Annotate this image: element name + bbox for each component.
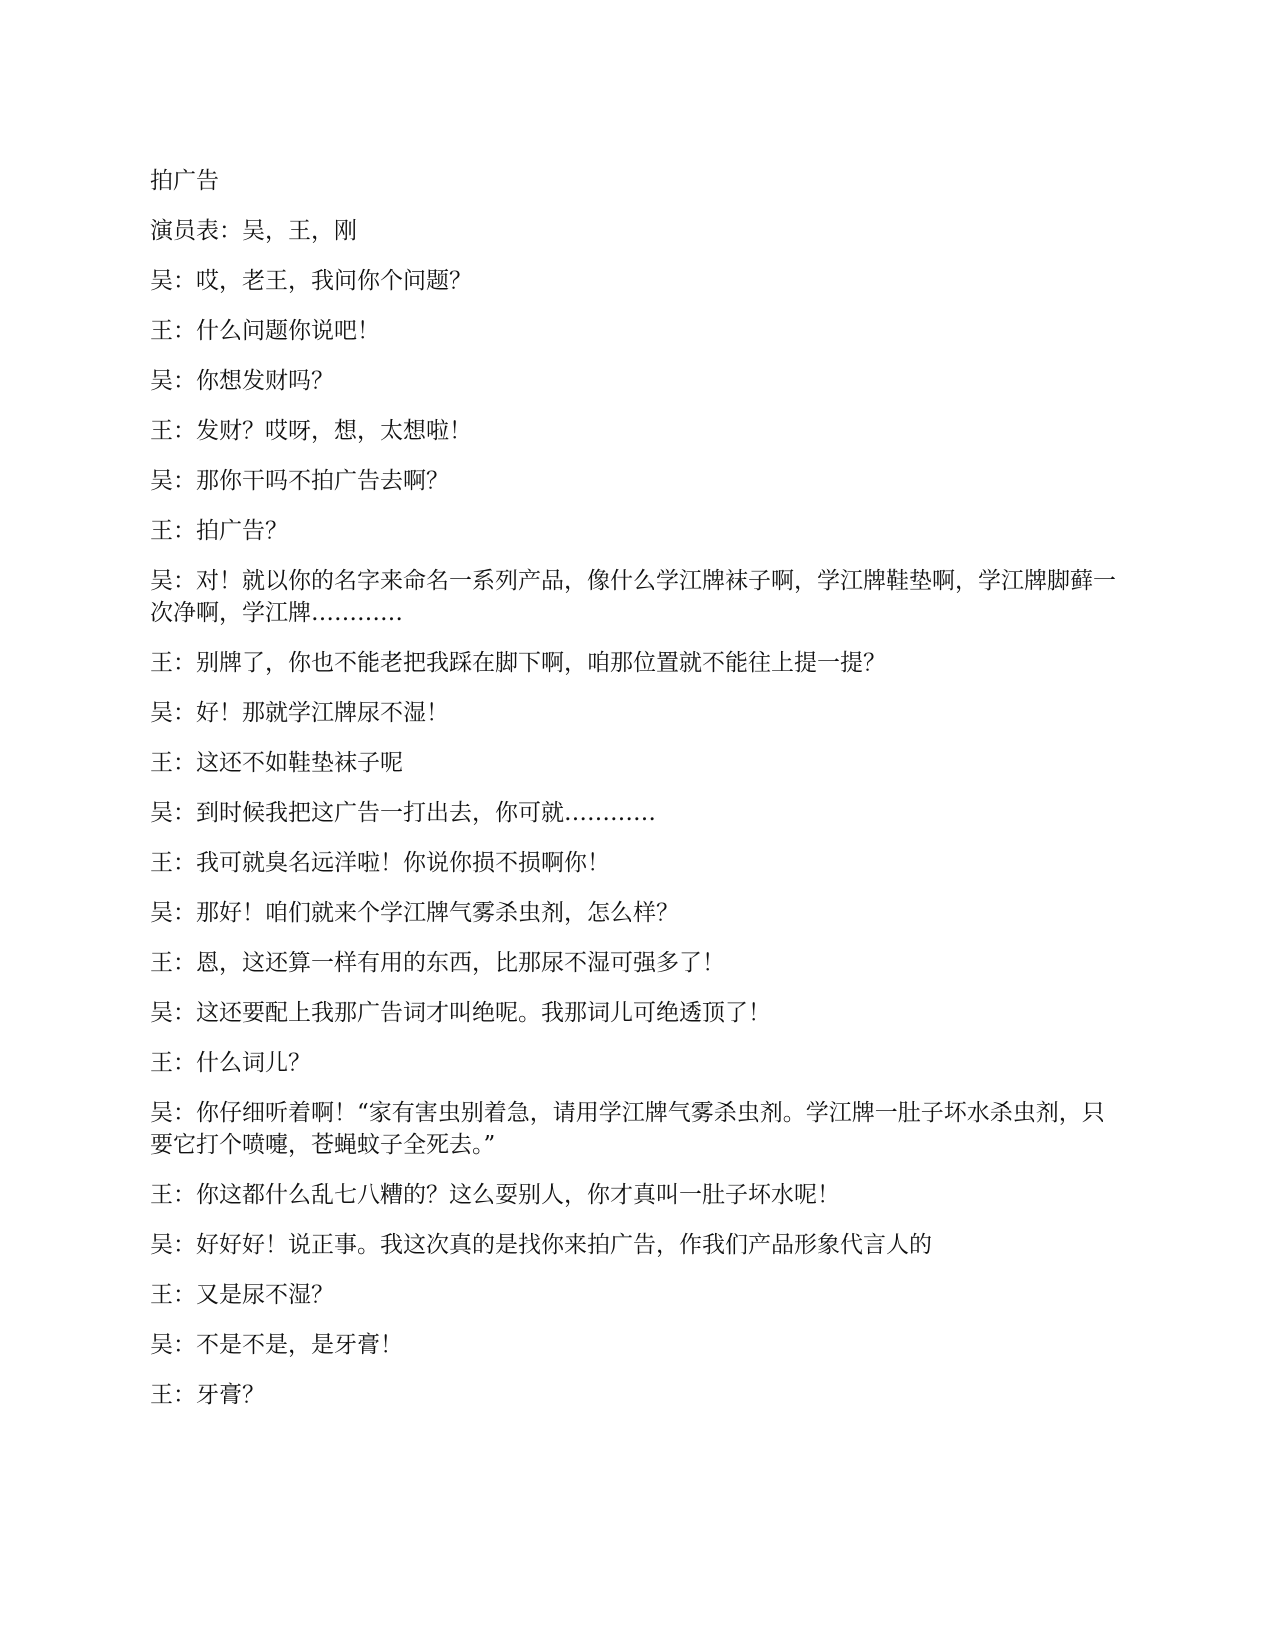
dialogue-line: 吴：好好好！说正事。我这次真的是找你来拍广告，作我们产品形象代言人的 <box>150 1232 932 1258</box>
dialogue-line: 王：拍广告？ <box>150 518 288 544</box>
dialogue-line: 王：什么问题你说吧！ <box>150 318 380 344</box>
dialogue-line: 王：这还不如鞋垫袜子呢 <box>150 750 403 776</box>
dialogue-line: 王：我可就臭名远洋啦！你说你损不损啊你！ <box>150 850 610 876</box>
dialogue-line: 吴：对！就以你的名字来命名一系列产品，像什么学江牌袜子啊，学江牌鞋垫啊，学江牌脚藓一次净啊，学江牌………… <box>150 568 1116 626</box>
dialogue-line: 王：别牌了，你也不能老把我踩在脚下啊，咱那位置就不能往上提一提？ <box>150 650 886 676</box>
dialogue-line: 吴：好！那就学江牌尿不湿！ <box>150 700 449 726</box>
dialogue-line: 王：牙膏？ <box>150 1382 265 1408</box>
dialogue-line: 吴：哎，老王，我问你个问题？ <box>150 268 472 294</box>
dialogue-line: 吴：那你干吗不拍广告去啊？ <box>150 468 449 494</box>
cast-list: 演员表：吴，王，刚 <box>150 218 357 244</box>
dialogue-line: 吴：这还要配上我那广告词才叫绝呢。我那词儿可绝透顶了！ <box>150 1000 771 1026</box>
script-title: 拍广告 <box>150 168 219 194</box>
dialogue-line: 吴：你仔细听着啊！“家有害虫别着急，请用学江牌气雾杀虫剂。学江牌一肚子坏水杀虫剂，只要它打个喷嚏，苍蝇蚊子全死去。” <box>150 1100 1105 1158</box>
dialogue-line: 王：你这都什么乱七八糟的？这么耍别人，你才真叫一肚子坏水呢！ <box>150 1182 840 1208</box>
dialogue-line: 吴：不是不是，是牙膏！ <box>150 1332 403 1358</box>
dialogue-line: 吴：那好！咱们就来个学江牌气雾杀虫剂，怎么样？ <box>150 900 679 926</box>
dialogue-line: 王：什么词儿？ <box>150 1050 311 1076</box>
document-page <box>150 165 1125 1429</box>
dialogue-line: 王：发财？哎呀，想，太想啦！ <box>150 418 472 444</box>
dialogue-line: 王：恩，这还算一样有用的东西，比那尿不湿可强多了！ <box>150 950 725 976</box>
dialogue-line: 吴：到时候我把这广告一打出去，你可就………… <box>150 800 656 826</box>
dialogue-line: 吴：你想发财吗？ <box>150 368 334 394</box>
dialogue-line: 王：又是尿不湿？ <box>150 1282 334 1308</box>
